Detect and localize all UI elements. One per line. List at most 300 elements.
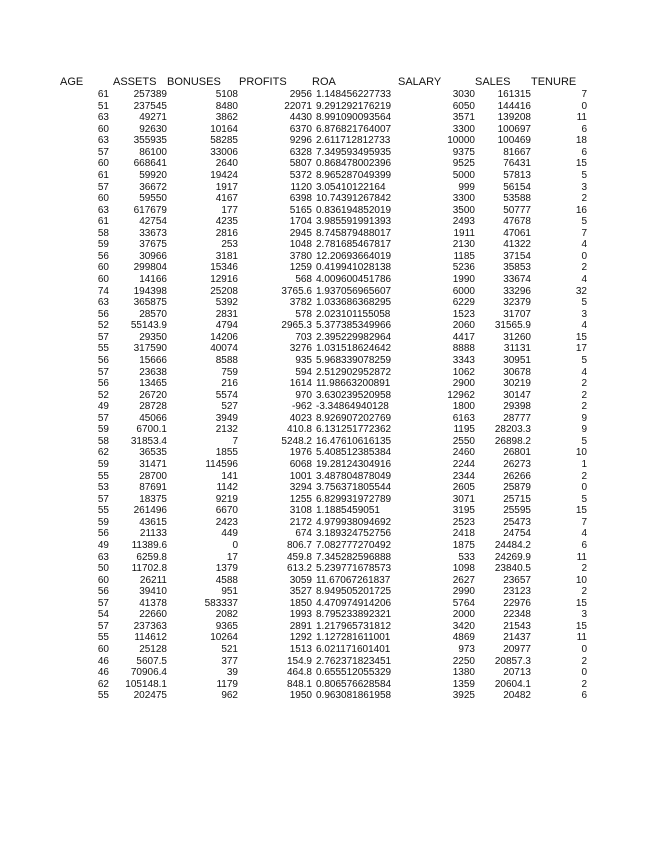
cell-tenure: 2: [581, 563, 587, 575]
cell-salary: 4417: [452, 331, 475, 343]
cell-bonuses: 449: [221, 528, 238, 540]
cell-sales: 23123: [503, 586, 531, 598]
header-sales: SALES: [475, 76, 511, 88]
cell-bonuses: 377: [221, 655, 238, 667]
cell-profits: 1048: [289, 239, 312, 251]
cell-age: 57: [97, 181, 109, 193]
cell-age: 50: [97, 563, 109, 575]
cell-roa: 5.239771678573: [316, 563, 392, 575]
cell-tenure: 3: [581, 308, 587, 320]
cell-sales: 20482: [503, 690, 531, 702]
cell-tenure: 17: [575, 343, 587, 355]
cell-salary: 2523: [452, 516, 475, 528]
cell-bonuses: 5108: [215, 89, 238, 100]
cell-assets: 257389: [133, 89, 167, 100]
cell-profits: 1001: [289, 470, 312, 482]
table-row: [0, 667, 587, 679]
cell-salary: 2627: [452, 574, 475, 586]
cell-tenure: 2: [581, 470, 587, 482]
cell-assets: 355935: [133, 135, 167, 147]
cell-age: 49: [97, 539, 109, 551]
cell-tenure: 2: [581, 401, 587, 413]
cell-roa: 2.023101155058: [316, 308, 391, 320]
cell-salary: 5764: [452, 597, 475, 609]
cell-profits: 5372: [289, 169, 312, 181]
cell-tenure: 4: [581, 239, 587, 251]
cell-age: 63: [97, 135, 109, 147]
cell-profits: 5165: [289, 204, 312, 216]
table-row: [0, 205, 587, 217]
cell-sales: 139208: [497, 112, 531, 124]
cell-tenure: 10: [575, 574, 587, 586]
cell-tenure: 4: [581, 366, 587, 378]
table-row: [0, 286, 587, 298]
table-row: [0, 239, 587, 251]
cell-sales: 30147: [503, 389, 531, 401]
cell-age: 59: [97, 424, 109, 436]
cell-sales: 47061: [503, 227, 531, 239]
cell-profits: 3059: [289, 574, 312, 586]
cell-bonuses: 253: [221, 239, 238, 251]
cell-profits: 703: [295, 331, 312, 343]
cell-assets: 21133: [139, 528, 167, 540]
table-row: [0, 609, 587, 621]
table-row: [0, 112, 587, 124]
cell-bonuses: 5392: [215, 297, 238, 309]
cell-sales: 28777: [503, 412, 531, 424]
table-row: [0, 193, 587, 205]
header-assets: ASSETS: [113, 76, 157, 88]
cell-bonuses: 10164: [210, 123, 238, 135]
cell-tenure: 11: [576, 551, 587, 563]
cell-tenure: 18: [575, 135, 587, 147]
table-row: [0, 228, 587, 240]
cell-sales: 32379: [503, 297, 531, 309]
cell-bonuses: 39: [226, 667, 238, 679]
cell-tenure: 5: [581, 216, 587, 228]
cell-sales: 20604.1: [494, 678, 531, 690]
cell-age: 53: [97, 482, 109, 494]
cell-tenure: 7: [581, 89, 587, 100]
cell-profits: 6370: [289, 123, 312, 135]
cell-tenure: 0: [581, 100, 587, 112]
cell-roa: 3.630239520958: [316, 389, 392, 401]
cell-age: 60: [97, 644, 109, 655]
cell-roa: 11.67067261837: [316, 574, 391, 586]
cell-assets: 26211: [139, 574, 167, 586]
cell-sales: 21543: [503, 620, 531, 632]
cell-roa: 8.745879488017: [316, 227, 392, 239]
cell-tenure: 2: [581, 378, 587, 390]
cell-roa: 0.836194852019: [316, 204, 392, 216]
cell-sales: 81667: [503, 146, 531, 158]
cell-age: 58: [97, 435, 109, 447]
cell-age: 60: [97, 158, 109, 170]
cell-profits: 1120: [290, 181, 312, 193]
cell-assets: 365875: [133, 297, 167, 309]
cell-assets: 15666: [139, 354, 167, 366]
cell-tenure: 5: [581, 493, 587, 505]
table-row: [0, 135, 587, 147]
cell-bonuses: 177: [221, 204, 238, 216]
cell-sales: 28203.3: [494, 424, 531, 436]
table-row: [0, 320, 587, 332]
cell-assets: 87691: [139, 482, 167, 494]
cell-salary: 2250: [452, 655, 475, 667]
cell-salary: 2000: [452, 609, 475, 621]
cell-bonuses: 2423: [215, 516, 238, 528]
header-salary: SALARY: [398, 76, 442, 88]
cell-salary: 2550: [452, 435, 475, 447]
cell-bonuses: 0: [232, 539, 238, 551]
cell-salary: 1990: [452, 274, 475, 285]
cell-sales: 20713: [503, 667, 531, 679]
table-body: [0, 89, 587, 702]
cell-salary: 2493: [452, 216, 475, 228]
cell-roa: 2.611712812733: [316, 135, 391, 147]
cell-profits: 2956: [289, 89, 312, 100]
cell-bonuses: 58285: [210, 135, 238, 147]
table-row: [0, 459, 587, 471]
cell-age: 60: [97, 193, 109, 205]
cell-age: 57: [97, 493, 109, 505]
cell-tenure: 0: [581, 250, 587, 262]
cell-age: 61: [97, 169, 109, 181]
cell-roa: 0.868478002396: [316, 158, 392, 170]
cell-profits: 1704: [289, 216, 312, 228]
cell-tenure: 5: [581, 354, 587, 366]
cell-salary: 1359: [452, 678, 475, 690]
cell-assets: 31853.4: [130, 435, 167, 447]
cell-tenure: 6: [581, 539, 587, 551]
table-row: [0, 101, 587, 113]
cell-sales: 47678: [503, 216, 531, 228]
cell-tenure: 5: [581, 435, 587, 447]
table-row: [0, 471, 587, 483]
table-row: [0, 528, 587, 540]
cell-age: 59: [97, 459, 109, 470]
cell-sales: 31131: [503, 343, 531, 355]
cell-age: 56: [97, 528, 109, 540]
cell-tenure: 32: [575, 285, 587, 297]
cell-age: 59: [97, 516, 109, 528]
table-row: [0, 482, 587, 494]
cell-sales: 37154: [503, 250, 531, 262]
cell-profits: 410.8: [286, 424, 312, 436]
table-row: [0, 632, 587, 644]
cell-sales: 30219: [503, 378, 531, 390]
table-row: [0, 274, 587, 286]
cell-assets: 36672: [139, 181, 167, 193]
cell-tenure: 15: [575, 597, 587, 609]
cell-assets: 42754: [139, 216, 167, 228]
table-row: [0, 552, 587, 564]
cell-salary: 3300: [452, 193, 475, 205]
cell-profits: 1255: [289, 493, 312, 505]
cell-roa: 3.487804878049: [316, 470, 392, 482]
header-roa: ROA: [312, 76, 336, 88]
cell-sales: 26266: [503, 470, 531, 482]
cell-profits: 2172: [289, 516, 312, 528]
cell-salary: 3343: [452, 354, 475, 366]
cell-salary: 8888: [452, 343, 475, 355]
cell-age: 58: [97, 227, 109, 239]
cell-roa: 0.655512055329: [316, 667, 392, 679]
cell-bonuses: 1379: [215, 563, 238, 575]
cell-roa: 6.021171601401: [316, 644, 391, 655]
cell-profits: 935: [295, 354, 312, 366]
cell-profits: 1850: [289, 597, 312, 609]
table-row: [0, 367, 587, 379]
cell-age: 55: [97, 470, 109, 482]
cell-salary: 3071: [452, 493, 475, 505]
cell-bonuses: 583337: [204, 597, 238, 609]
cell-age: 56: [97, 308, 109, 320]
cell-tenure: 4: [581, 274, 587, 285]
cell-assets: 299804: [133, 262, 167, 274]
table-row: [0, 216, 587, 228]
cell-sales: 29398: [503, 401, 531, 413]
cell-profits: 2945: [289, 227, 312, 239]
cell-assets: 45066: [139, 412, 167, 424]
cell-salary: 2460: [452, 447, 475, 459]
cell-tenure: 0: [581, 482, 587, 494]
cell-assets: 43615: [139, 516, 167, 528]
cell-age: 56: [97, 354, 109, 366]
cell-sales: 24269.9: [494, 551, 531, 563]
cell-roa: 7.349593495935: [316, 146, 392, 158]
cell-profits: 459.8: [286, 551, 312, 563]
cell-sales: 24484.2: [494, 539, 531, 551]
cell-profits: 4430: [289, 112, 312, 124]
cell-salary: 6050: [452, 100, 475, 112]
cell-profits: 568: [295, 274, 312, 285]
cell-age: 63: [97, 204, 109, 216]
cell-roa: 3.05410122164: [316, 181, 386, 193]
cell-assets: 25128: [139, 644, 167, 655]
cell-sales: 100697: [497, 123, 531, 135]
cell-bonuses: 1179: [216, 678, 238, 690]
cell-roa: 1.033686368295: [316, 297, 392, 309]
cell-profits: 6328: [289, 146, 312, 158]
cell-assets: 105148.1: [125, 678, 167, 690]
table-row: [0, 309, 587, 321]
cell-sales: 31565.9: [494, 320, 531, 332]
cell-roa: 0.963081861958: [316, 690, 392, 702]
cell-sales: 20977: [503, 644, 531, 655]
cell-roa: 12.20693664019: [316, 250, 392, 262]
cell-roa: 2.512902952872: [316, 366, 392, 378]
cell-assets: 22660: [139, 609, 167, 621]
cell-salary: 9525: [452, 158, 475, 170]
cell-age: 52: [97, 320, 109, 332]
cell-assets: 6259.8: [136, 551, 167, 563]
cell-salary: 3420: [452, 620, 475, 632]
cell-salary: 2900: [452, 378, 475, 390]
cell-tenure: 11: [576, 112, 587, 124]
cell-age: 46: [97, 667, 109, 679]
cell-bonuses: 3949: [215, 412, 238, 424]
cell-profits: 6068: [289, 459, 312, 470]
cell-bonuses: 4794: [215, 320, 238, 332]
cell-bonuses: 1142: [216, 482, 238, 494]
table-row: [0, 598, 587, 610]
cell-age: 54: [97, 609, 109, 621]
cell-assets: 30966: [139, 250, 167, 262]
cell-sales: 23657: [503, 574, 531, 586]
cell-roa: 3.985591991393: [316, 216, 392, 228]
data-sheet: [0, 76, 655, 702]
cell-profits: 848.1: [286, 678, 312, 690]
cell-roa: 1.148456227733: [316, 89, 392, 100]
table-row: [0, 378, 587, 390]
table-row: [0, 447, 587, 459]
cell-tenure: 0: [581, 644, 587, 655]
cell-roa: 11.98663200891: [316, 378, 391, 390]
cell-roa: 0.806576628584: [316, 678, 392, 690]
cell-tenure: 0: [581, 667, 587, 679]
cell-sales: 31707: [503, 308, 531, 320]
cell-assets: 59920: [139, 169, 167, 181]
cell-profits: 154.9: [286, 655, 312, 667]
cell-roa: 5.408512385384: [316, 447, 392, 459]
cell-profits: 594: [295, 366, 312, 378]
cell-roa: 5.968339078259: [316, 354, 392, 366]
table-row: [0, 424, 587, 436]
cell-roa: 8.965287049399: [316, 169, 392, 181]
cell-age: 46: [97, 655, 109, 667]
cell-assets: 617679: [133, 204, 167, 216]
cell-salary: 3500: [452, 204, 475, 216]
cell-tenure: 9: [581, 412, 587, 424]
cell-bonuses: 3181: [215, 250, 238, 262]
cell-salary: 3925: [452, 690, 475, 702]
cell-tenure: 15: [575, 620, 587, 632]
cell-profits: 5248.2: [281, 435, 312, 447]
cell-roa: 4.009600451786: [316, 274, 392, 285]
cell-profits: 1993: [289, 609, 312, 621]
cell-age: 55: [97, 505, 109, 517]
cell-sales: 53588: [503, 193, 531, 205]
cell-salary: 2244: [452, 459, 475, 470]
cell-sales: 144416: [497, 100, 531, 112]
cell-salary: 1185: [453, 250, 475, 262]
cell-profits: 3527: [289, 586, 312, 598]
cell-bonuses: 8480: [215, 100, 238, 112]
cell-assets: 37675: [139, 239, 167, 251]
cell-bonuses: 15346: [210, 262, 238, 274]
table-row: [0, 494, 587, 506]
cell-bonuses: 17: [226, 551, 238, 563]
cell-sales: 20857.3: [494, 655, 531, 667]
cell-bonuses: 1917: [215, 181, 238, 193]
cell-assets: 23638: [139, 366, 167, 378]
table-row: [0, 690, 587, 702]
cell-roa: 1.1885459051: [316, 505, 380, 517]
cell-roa: 7.082777270492: [316, 539, 392, 551]
cell-tenure: 2: [581, 262, 587, 274]
cell-roa: 19.28124304916: [316, 459, 392, 470]
cell-age: 52: [97, 389, 109, 401]
cell-assets: 668641: [133, 158, 167, 170]
cell-bonuses: 521: [221, 644, 238, 655]
cell-tenure: 15: [575, 505, 587, 517]
header-profits: PROFITS: [239, 76, 287, 88]
cell-profits: 464.8: [286, 667, 312, 679]
cell-tenure: 2: [581, 678, 587, 690]
cell-tenure: 4: [581, 320, 587, 332]
cell-sales: 25715: [503, 493, 531, 505]
cell-bonuses: 2082: [215, 609, 238, 621]
cell-salary: 5236: [452, 262, 475, 274]
cell-profits: 674: [295, 528, 312, 540]
cell-bonuses: 3862: [215, 112, 238, 124]
cell-assets: 261496: [133, 505, 167, 517]
cell-bonuses: 1855: [215, 447, 238, 459]
cell-bonuses: 4588: [215, 574, 238, 586]
cell-profits: 2891: [289, 620, 312, 632]
cell-roa: 9.291292176219: [316, 100, 392, 112]
cell-assets: 11389.6: [131, 539, 167, 551]
cell-bonuses: 962: [221, 690, 238, 702]
cell-assets: 237363: [133, 620, 167, 632]
table-row: [0, 332, 587, 344]
cell-tenure: 16: [575, 204, 587, 216]
cell-bonuses: 4167: [215, 193, 238, 205]
cell-salary: 533: [458, 551, 475, 563]
cell-profits: 1259: [289, 262, 312, 274]
cell-tenure: 6: [581, 146, 587, 158]
cell-tenure: 5: [581, 169, 587, 181]
table-row: [0, 436, 587, 448]
cell-profits: 9296: [289, 135, 312, 147]
cell-age: 63: [97, 112, 109, 124]
table-row: [0, 517, 587, 529]
cell-profits: 806.7: [286, 539, 312, 551]
cell-salary: 3030: [452, 89, 475, 100]
cell-tenure: 4: [581, 528, 587, 540]
cell-salary: 1062: [452, 366, 475, 378]
cell-assets: 39410: [139, 586, 167, 598]
cell-sales: 50777: [503, 204, 531, 216]
table-row: [0, 262, 587, 274]
table-row: [0, 413, 587, 425]
table-row: [0, 158, 587, 170]
cell-salary: 2990: [452, 586, 475, 598]
cell-assets: 11702.8: [131, 563, 167, 575]
table-row: [0, 343, 587, 355]
cell-bonuses: 114596: [205, 459, 238, 470]
cell-assets: 41378: [139, 597, 167, 609]
cell-sales: 57813: [503, 169, 531, 181]
cell-profits: 3276: [289, 343, 312, 355]
cell-salary: 2344: [452, 470, 475, 482]
header-row: [0, 76, 587, 89]
cell-salary: 6163: [452, 412, 475, 424]
cell-profits: 3780: [289, 250, 312, 262]
cell-sales: 26898.2: [494, 435, 531, 447]
cell-assets: 5607.5: [136, 655, 167, 667]
cell-assets: 28728: [139, 401, 167, 413]
cell-sales: 100469: [497, 135, 531, 147]
header-tenure: TENURE: [531, 76, 577, 88]
cell-roa: 3.756371805544: [316, 482, 392, 494]
cell-bonuses: 12916: [210, 274, 238, 285]
cell-age: 74: [97, 285, 109, 297]
cell-salary: 5000: [452, 169, 475, 181]
cell-salary: 2418: [452, 528, 475, 540]
header-age: AGE: [60, 76, 84, 88]
